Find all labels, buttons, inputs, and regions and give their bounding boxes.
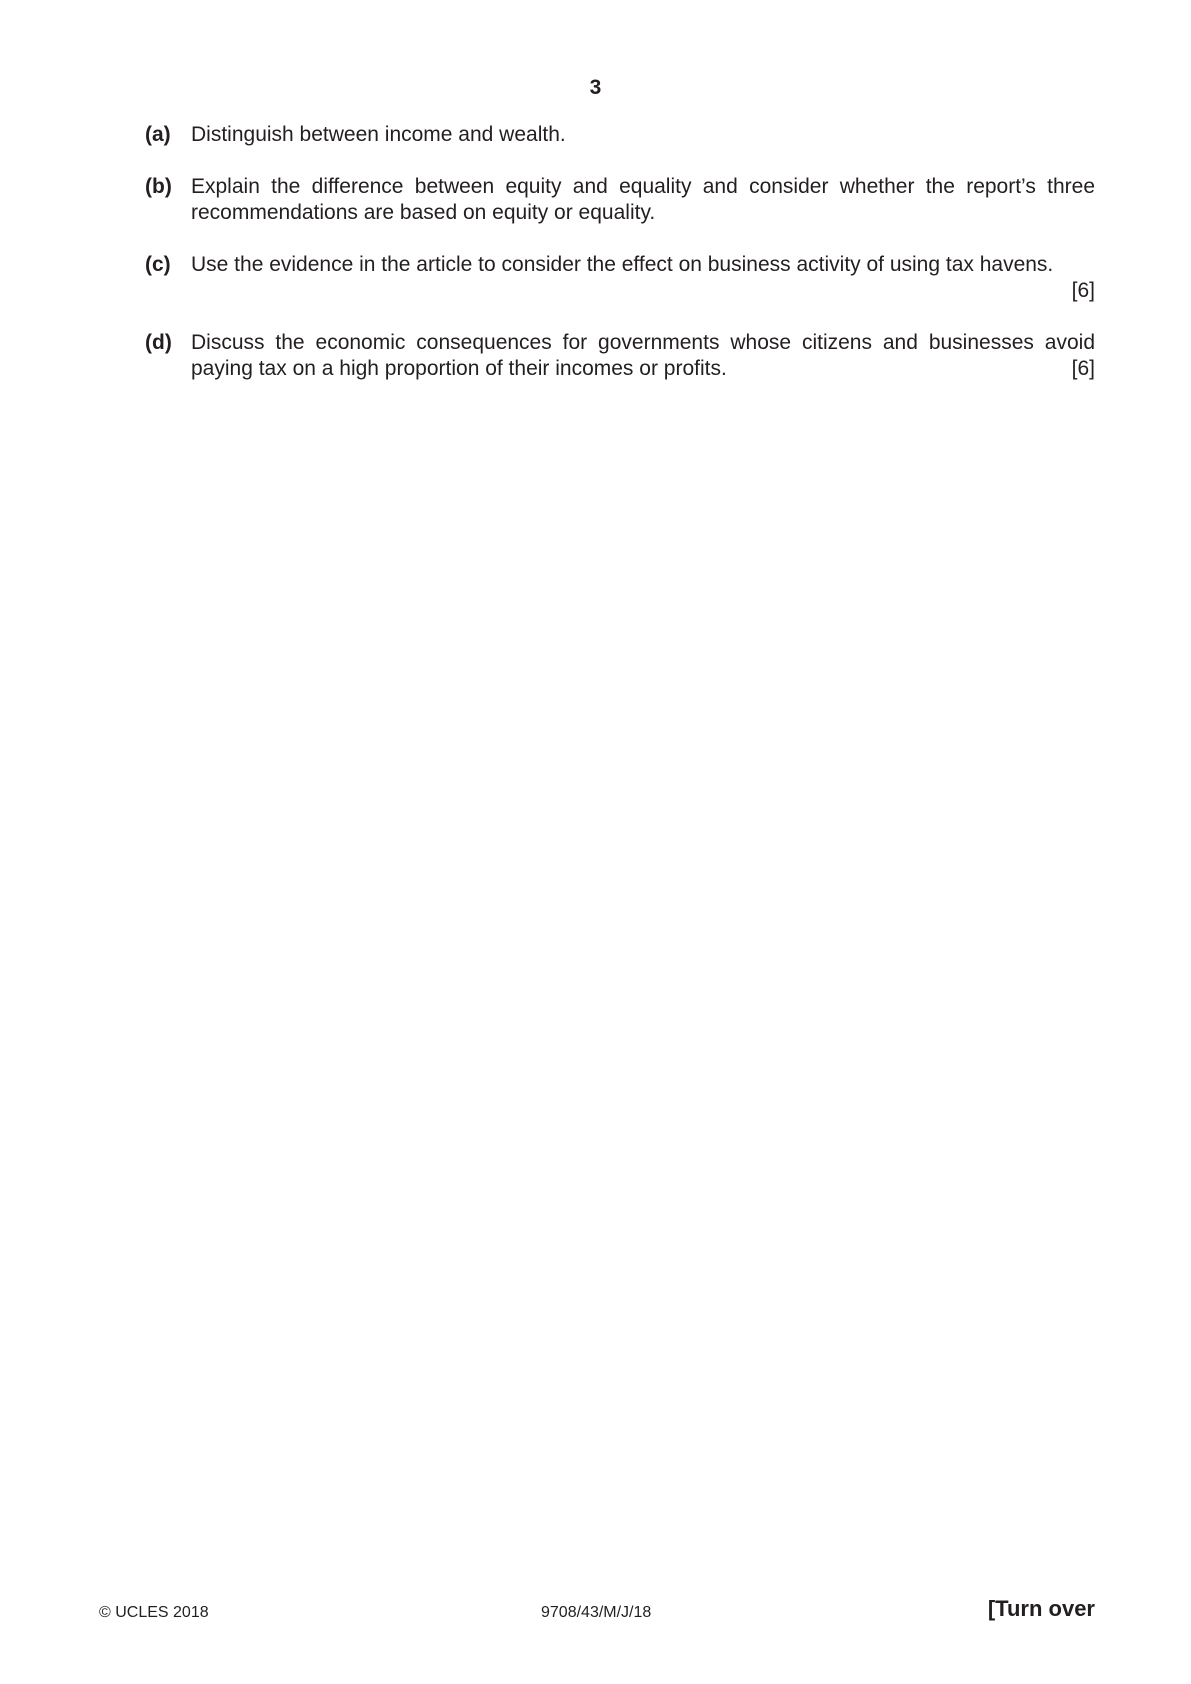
footer-turn-over: [Turn over	[987, 1596, 1095, 1621]
footer-copyright: © UCLES 2018	[99, 1604, 209, 1621]
page-footer	[99, 1596, 1095, 1626]
question-text: Distinguish between income and wealth.	[191, 123, 566, 146]
question-list	[145, 122, 1095, 408]
question-label: (d)	[145, 331, 172, 354]
question-b	[145, 174, 1095, 226]
question-text: Use the evidence in the article to consider the effect on business activity of using tax havens.	[191, 253, 1054, 276]
question-label: (a)	[145, 123, 171, 146]
question-c	[145, 252, 1095, 304]
question-marks: [6]	[1071, 279, 1095, 302]
question-label: (b)	[145, 175, 172, 198]
footer-paper-code: 9708/43/M/J/18	[541, 1604, 652, 1621]
question-label: (c)	[145, 253, 171, 276]
question-text: Explain the difference between equity and equality and consider whether the report’s three recommendations are based on equity or equality.	[191, 175, 1095, 224]
question-text-line-1: Discuss the economic consequences for governments whose citizens and businesses avoid	[191, 331, 1095, 354]
question-text-line-2: paying tax on a high proportion of their incomes or profits.	[191, 357, 727, 380]
question-marks: [6]	[1071, 357, 1095, 380]
question-d	[145, 330, 1095, 382]
question-a	[145, 122, 1095, 148]
question-text-line-2-row	[191, 356, 1095, 382]
page-number: 3	[589, 76, 602, 99]
